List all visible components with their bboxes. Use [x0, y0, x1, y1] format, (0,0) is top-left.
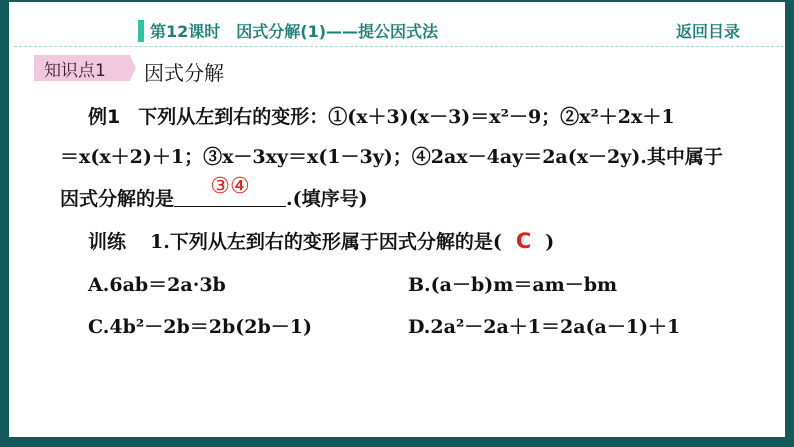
example-line-2	[60, 142, 723, 169]
example-label: 例1	[88, 106, 121, 128]
option-b: B.(a－b)m＝am－bm	[408, 274, 618, 296]
example-text-3-suffix: .(填序号)	[286, 188, 368, 210]
training-line	[88, 227, 554, 254]
training-label: 训练	[88, 231, 127, 253]
option-d: D.2a²－2a＋1＝2a(a－1)＋1	[408, 316, 681, 338]
training-close-paren: )	[545, 231, 555, 253]
option-a: A.6ab＝2a·3b	[88, 274, 226, 296]
example-text-3-prefix: 因式分解的是	[60, 188, 175, 210]
example-line-1	[88, 102, 675, 129]
back-to-contents-link[interactable]: 返回目录	[676, 22, 741, 41]
training-question: 1.下列从左到右的变形属于因式分解的是(	[150, 231, 502, 253]
example-text-2: ＝x(x＋2)＋1；③x－3xy＝x(1－3y)；④2ax－4ay＝2a(x－2y).其中属于	[60, 146, 723, 168]
header-accent-bar	[138, 20, 144, 42]
knowledge-point-title: 因式分解	[144, 61, 224, 85]
training-answer: C	[515, 229, 532, 253]
lesson-title: 第12课时 因式分解(1)——提公因式法	[150, 22, 439, 41]
example-text-1: 下列从左到右的变形：①(x＋3)(x－3)＝x²－9；②x²＋2x＋1	[138, 106, 675, 128]
answer-blank	[174, 174, 286, 207]
header-divider	[14, 46, 784, 47]
knowledge-point-label: 知识点1	[44, 61, 106, 81]
example-line-3	[60, 174, 368, 211]
example-answer: ③④	[210, 174, 250, 199]
option-c: C.4b²－2b＝2b(2b－1)	[88, 316, 312, 338]
